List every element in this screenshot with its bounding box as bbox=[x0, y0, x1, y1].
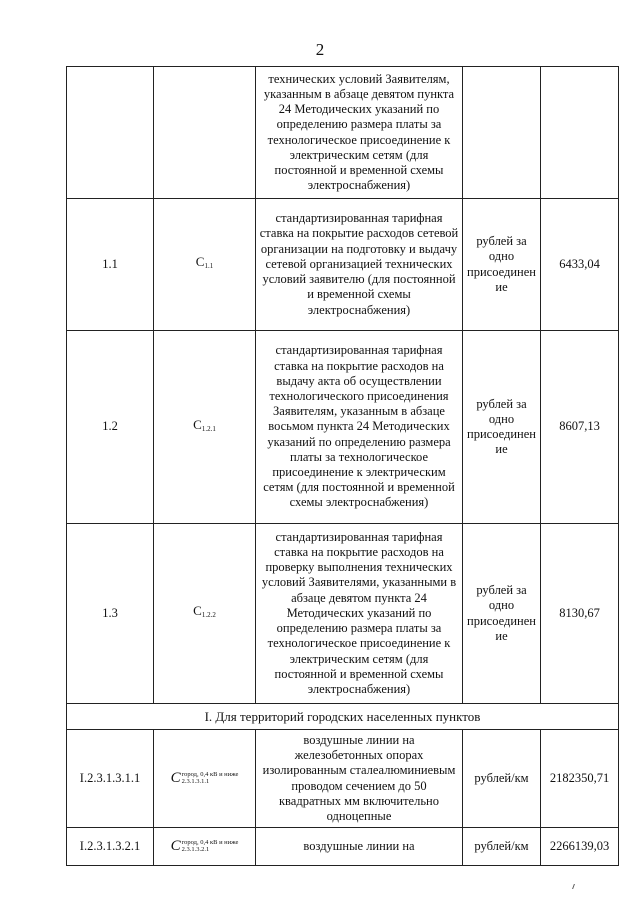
row-value: 6433,04 bbox=[541, 199, 619, 331]
row-number bbox=[67, 67, 154, 199]
row-number: 1.3 bbox=[67, 524, 154, 704]
row-description: стандартизированная тарифная ставка на покрытие расходов на выдачу акта об осуществлении технологического присоединения Заявителям, указанным в абзаце восьмом пункта 24 Методических указаний по определению размера платы за технологическое присоединение к электрическим сетям (для постоянной и временной схемы электроснабжения) bbox=[256, 331, 463, 524]
row-description: технических условий Заявителям, указанным в абзаце девятом пункта 24 Методических указаний по определению размера платы за технологическое присоединение к электрическим сетям (для постоянной и временной схемы электроснабжения) bbox=[256, 67, 463, 199]
row-unit: рублей за одно присоединен ие bbox=[463, 199, 541, 331]
row-symbol: $C_{1.2.1}$ bbox=[154, 331, 256, 524]
row-number: I.2.3.1.3.2.1 bbox=[67, 828, 154, 866]
row-number: 1.2 bbox=[67, 331, 154, 524]
row-unit: рублей/км bbox=[463, 730, 541, 828]
row-symbol bbox=[154, 67, 256, 199]
row-symbol: C город, 0,4 кВ и ниже 2.3.1.3.1.1 bbox=[154, 730, 256, 828]
row-unit: рублей за одно присоединен ие bbox=[463, 524, 541, 704]
scan-mark bbox=[572, 884, 577, 889]
section-header-row bbox=[67, 704, 619, 730]
row-unit: рублей/км bbox=[463, 828, 541, 866]
row-value: 8130,67 bbox=[541, 524, 619, 704]
row-value: 2182350,71 bbox=[541, 730, 619, 828]
table-row bbox=[67, 67, 619, 199]
tariff-table bbox=[66, 66, 619, 866]
table-row bbox=[67, 730, 619, 828]
table-row bbox=[67, 524, 619, 704]
row-value: 2266139,03 bbox=[541, 828, 619, 866]
row-symbol: C город, 0,4 кВ и ниже 2.3.1.3.2.1 bbox=[154, 828, 256, 866]
row-value: 8607,13 bbox=[541, 331, 619, 524]
row-description: воздушные линии на железобетонных опорах изолированным сталеалюминиевым проводом сечением до 50 квадратных мм включительно одноцепные bbox=[256, 730, 463, 828]
table-row bbox=[67, 828, 619, 866]
row-unit bbox=[463, 67, 541, 199]
row-number: I.2.3.1.3.1.1 bbox=[67, 730, 154, 828]
row-description: воздушные линии на bbox=[256, 828, 463, 866]
page-number: 2 bbox=[315, 40, 325, 59]
row-symbol: $C_{1.1}$ bbox=[154, 199, 256, 331]
table-row bbox=[67, 199, 619, 331]
row-number: 1.1 bbox=[67, 199, 154, 331]
row-description: стандартизированная тарифная ставка на покрытие расходов сетевой организации на подготовку и выдачу сетевой организацией технических условий заявителю (для постоянной и временной схемы электроснабжения) bbox=[256, 199, 463, 331]
row-unit: рублей за одно присоединен ие bbox=[463, 331, 541, 524]
row-value bbox=[541, 67, 619, 199]
row-symbol: $C_{1.2.2}$ bbox=[154, 524, 256, 704]
section-title: I. Для территорий городских населенных пунктов bbox=[67, 704, 619, 730]
row-description: стандартизированная тарифная ставка на покрытие расходов на проверку выполнения технических условий Заявителями, указанными в абзаце девятом пункта 24 Методических указаний по определению размера платы за технологическое присоединение к электрическим сетям (для постоянной и временной схемы электроснабжения) bbox=[256, 524, 463, 704]
table-row bbox=[67, 331, 619, 524]
